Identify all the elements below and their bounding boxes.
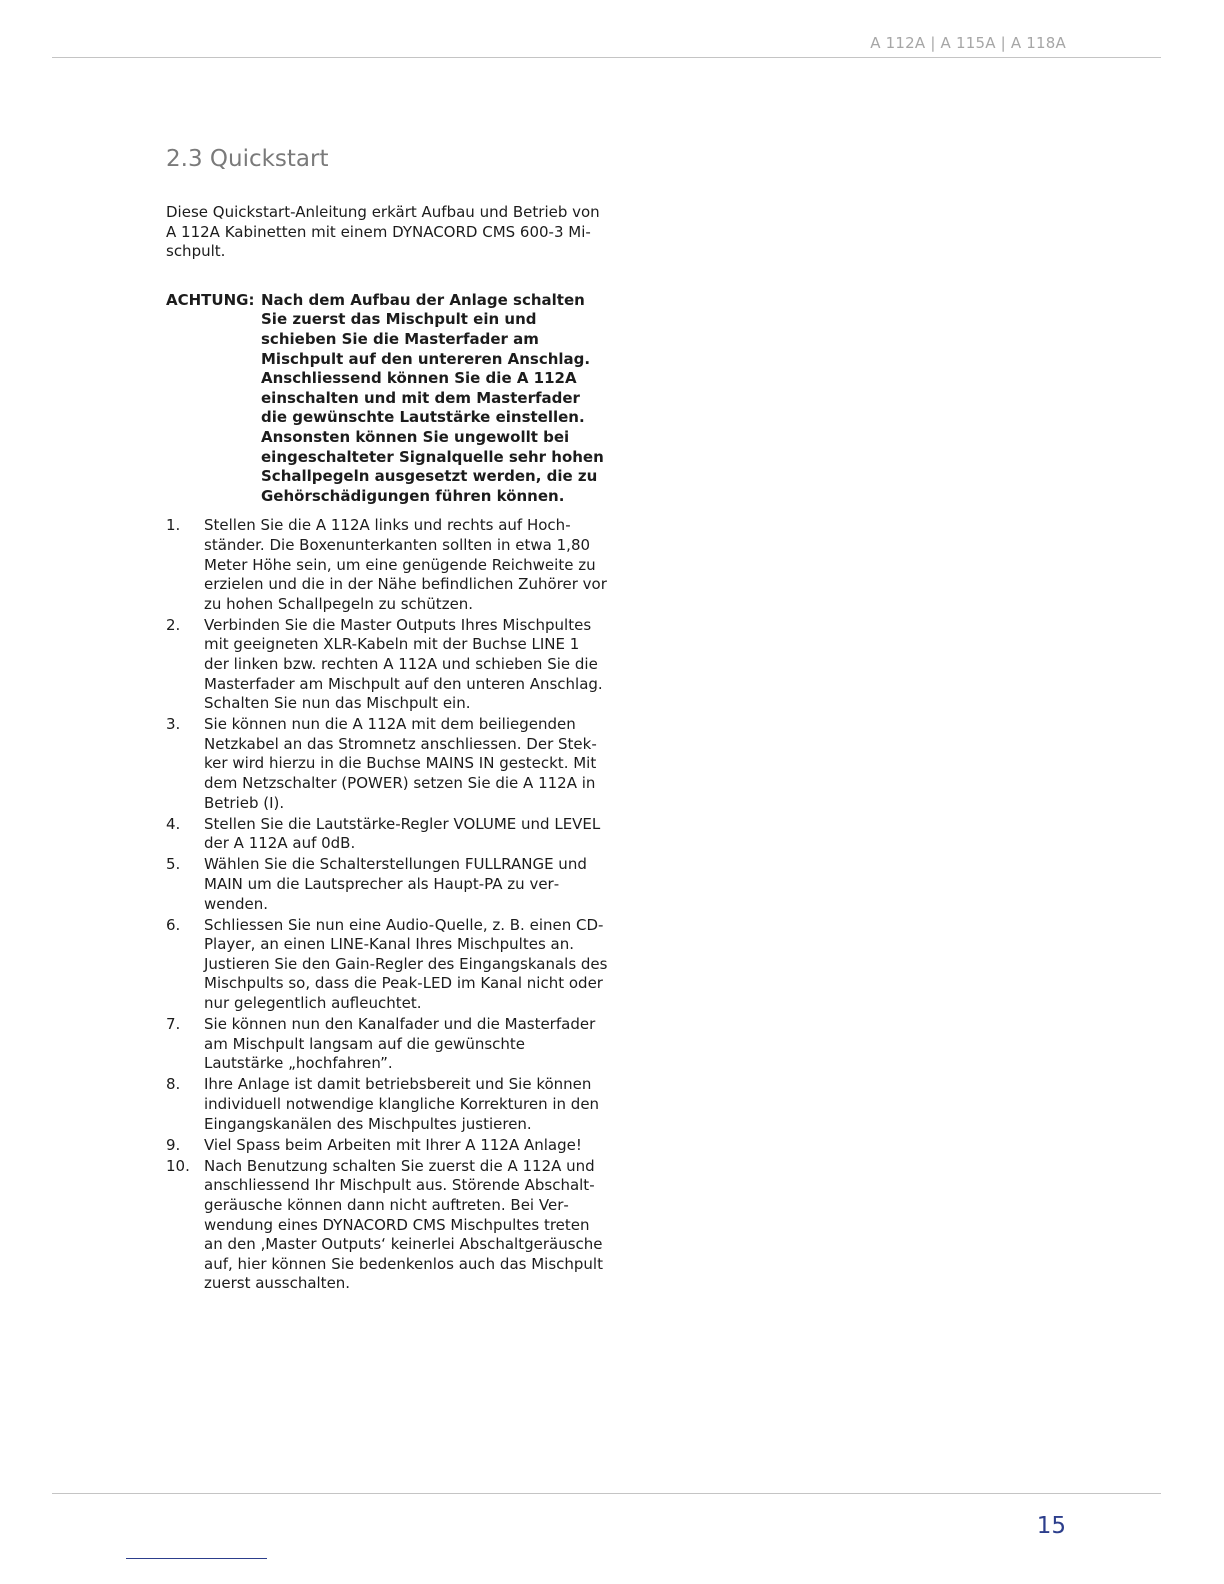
list-item: [166, 1136, 608, 1156]
step-text: Sie können nun den Kanalfader und die Masterfader am Mischpult langsam auf die gewünschte Lautstärke „hochfahren”.: [204, 1015, 596, 1073]
step-number: 9.: [166, 1135, 181, 1154]
list-item: [166, 1157, 608, 1294]
list-item: [166, 1015, 608, 1074]
step-text: Sie können nun die A 112A mit dem beiliegenden Netzkabel an das Stromnetz anschliessen. Der Stekker wird hierzu in die Buchse MAINS IN gesteckt. Mit dem Netzschalter (POWER) setzen Sie die A 112A in Betrieb (I).: [204, 715, 597, 812]
step-text: Schliessen Sie nun eine Audio-Quelle, z. B. einen CD-Player, an einen LINE-Kanal Ihres Mischpultes an. Justieren Sie den Gain-Regler des Eingangskanals des Mischpults so, dass die Peak-LED im Kanal nicht oder nur gelegentlich aufleuchtet.: [204, 915, 608, 1013]
list-item: [166, 815, 608, 854]
footer-divider: [52, 1493, 1161, 1494]
step-text: Stellen Sie die A 112A links und rechts auf Hochständer. Die Boxenunterkanten sollten in etwa 1,80 Meter Höhe sein, um eine genügende Reichweite zu erzielen und die in der Nähe befindlichen Zuhörer vor zu hohen Schallpegeln zu schützen.: [204, 516, 607, 613]
step-number: 5.: [166, 855, 181, 874]
list-item: [166, 916, 608, 1014]
page-number: 15: [1036, 1513, 1066, 1539]
quickstart-steps: [166, 516, 608, 1294]
main-content: [166, 143, 608, 1295]
step-text: Verbinden Sie die Master Outputs Ihres Mischpultes mit geeigneten XLR-Kabeln mit der Buchse LINE 1 der linken bzw. rechten A 112A und schieben Sie die Masterfader am Mischpult auf den unteren Anschlag. Schalten Sie nun das Mischpult ein.: [204, 615, 603, 713]
step-text: Viel Spass beim Arbeiten mit Ihrer A 112A Anlage!: [204, 1135, 582, 1154]
warning-block: [166, 291, 608, 507]
step-number: 10.: [166, 1156, 190, 1175]
step-number: 1.: [166, 516, 181, 535]
list-item: [166, 715, 608, 813]
list-item: [166, 1075, 608, 1134]
list-item: [166, 516, 608, 614]
list-item: [166, 855, 608, 914]
step-number: 3.: [166, 715, 181, 734]
intro-paragraph: Diese Quickstart-Anleitung erkärt Aufbau und Betrieb von A 112A Kabinetten mit einem DYNACORD CMS 600-3 Mischpult.: [166, 203, 600, 261]
header-model-list: A 112A | A 115A | A 118A: [870, 34, 1066, 52]
step-text: Nach Benutzung schalten Sie zuerst die A 112A und anschliessend Ihr Mischpult aus. Störende Abschaltgeräusche können dann nicht auftreten. Bei Verwendung eines DYNACORD CMS Mischpultes treten an den ‚Master Outputs‘ keinerlei Abschaltgeräusche auf, hier können Sie bedenkenlos auch das Mischpult zuerst ausschalten.: [204, 1156, 603, 1293]
step-number: 7.: [166, 1015, 181, 1034]
warning-text: Nach dem Aufbau der Anlage schalten Sie zuerst das Mischpult ein und schieben Sie die Masterfader am Mischpult auf den untereren Anschlag. Anschliessend können Sie die A 112A einschalten und mit dem Masterfader die gewünschte Lautstärke einstellen. Ansonsten können Sie ungewollt bei eingeschalteter Signalquelle sehr hohen Schallpegeln ausgesetzt werden, die zu Gehörschädigungen führen können.: [261, 290, 604, 505]
list-item: [166, 616, 608, 714]
step-text: Wählen Sie die Schalterstellungen FULLRANGE und MAIN um die Lautsprecher als Haupt-PA zu verwenden.: [204, 855, 587, 913]
header-divider: [52, 57, 1161, 58]
step-number: 4.: [166, 814, 181, 833]
step-number: 2.: [166, 615, 181, 634]
step-number: 8.: [166, 1075, 181, 1094]
section-title: 2.3 Quickstart: [166, 146, 329, 172]
footer-accent-line: [126, 1558, 267, 1559]
step-text: Stellen Sie die Lautstärke-Regler VOLUME und LEVEL der A 112A auf 0dB.: [204, 814, 601, 853]
warning-label: ACHTUNG:: [166, 290, 255, 309]
step-number: 6.: [166, 915, 181, 934]
step-text: Ihre Anlage ist damit betriebsbereit und Sie können individuell notwendige klangliche Korrekturen in den Eingangskanälen des Mischpultes justieren.: [204, 1075, 600, 1133]
